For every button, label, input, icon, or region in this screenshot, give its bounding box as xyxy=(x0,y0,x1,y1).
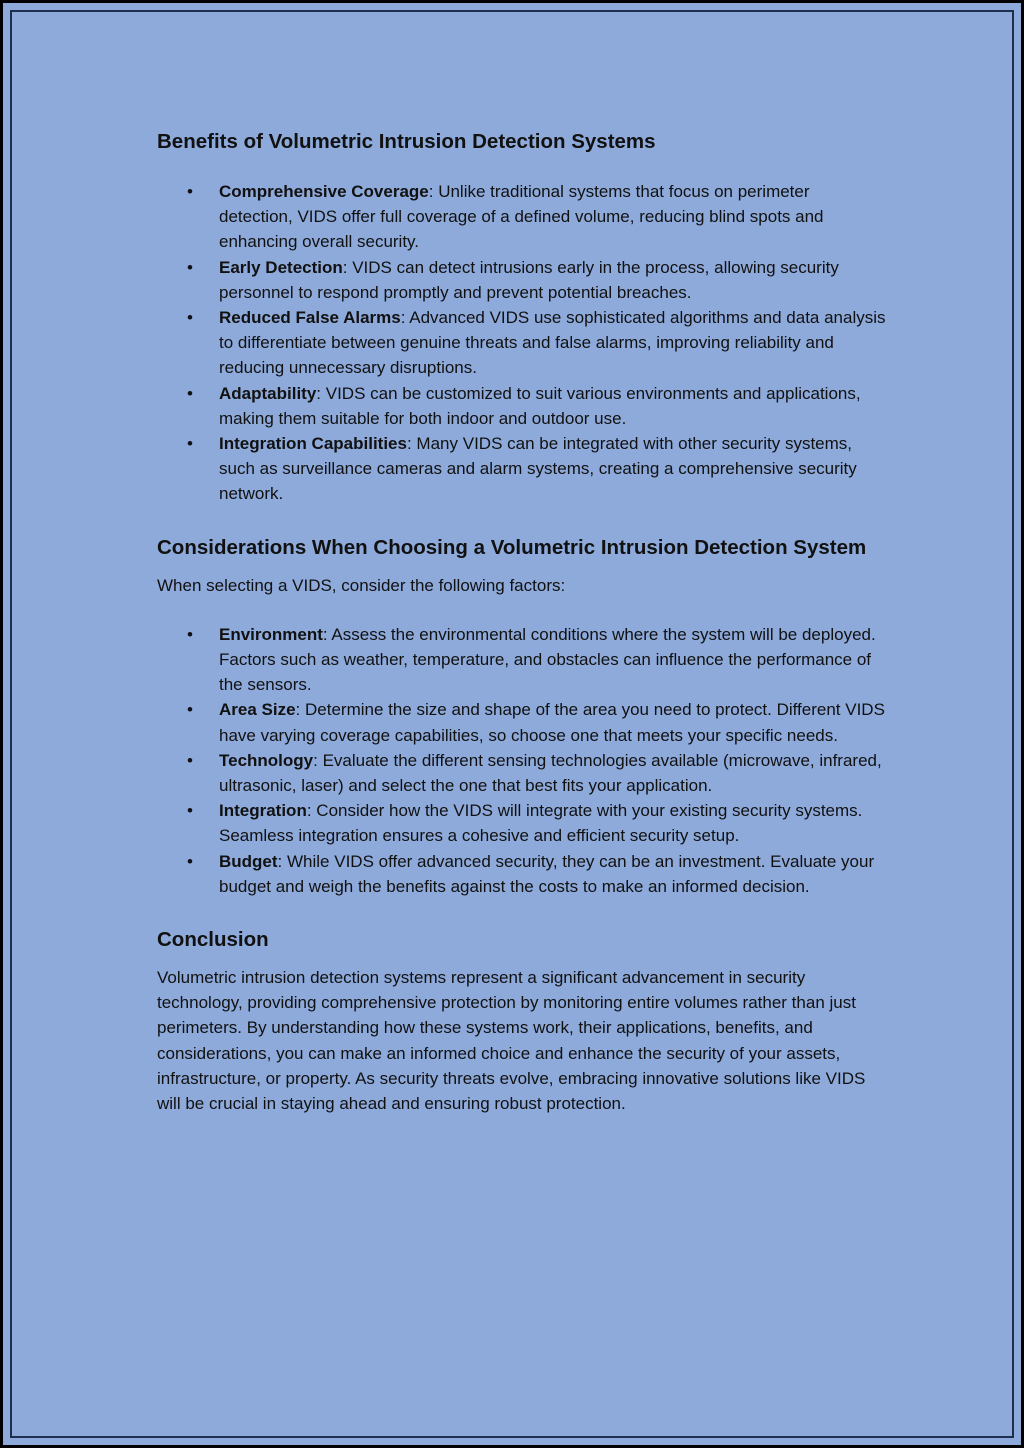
considerations-intro: When selecting a VIDS, consider the following factors: xyxy=(157,575,566,595)
conclusion-paragraph: Volumetric intrusion detection systems represent a significant advancement in security technology, providing comprehensive protection by monitoring entire volumes rather than just perimeters. By understanding how these systems work, their applications, benefits, and considerations, you can make an informed choice and enhance the security of your assets, infrastructure, or property. As security threats evolve, embracing innovative solutions like VIDS will be crucial in staying ahead and ensuring robust protection. xyxy=(157,968,866,1114)
list-item-text: : While VIDS offer advanced security, they can be an investment. Evaluate your budget and weigh the benefits against the costs to make an informed decision. xyxy=(219,851,875,896)
bullet-icon: • xyxy=(187,383,193,403)
list-item-term: Early Detection xyxy=(219,257,343,277)
list-item-text: : Evaluate the different sensing technologies available (microwave, infrared, ultrasonic, laser) and select the one that best fits your application. xyxy=(219,750,882,796)
bullet-icon: • xyxy=(187,851,193,871)
list-item-text: : VIDS can be customized to suit various environments and applications, making them suitable for both indoor and outdoor use. xyxy=(219,383,861,428)
document-content xyxy=(157,127,887,1116)
list-item xyxy=(157,798,887,848)
list-item-term: Integration xyxy=(219,801,307,821)
list-item-text: : VIDS can detect intrusions early in the process, allowing security personnel to respond promptly and prevent potential breaches. xyxy=(219,257,839,302)
conclusion-heading: Conclusion xyxy=(157,928,269,952)
considerations-heading: Considerations When Choosing a Volumetric Intrusion Detection System xyxy=(157,535,867,559)
list-item-text: : Consider how the VIDS will integrate with your existing security systems. Seamless integration ensures a cohesive and efficient security setup. xyxy=(219,801,863,846)
list-item-text: : Advanced VIDS use sophisticated algorithms and data analysis to differentiate between genuine threats and false alarms, improving reliability and reducing unnecessary disruptions. xyxy=(219,308,886,378)
bullet-icon: • xyxy=(187,624,193,644)
list-item-term: Environment xyxy=(219,624,323,644)
list-item-term: Area Size xyxy=(219,700,296,720)
list-item xyxy=(157,748,887,798)
list-item-term: Budget xyxy=(219,851,278,871)
list-item-term: Technology xyxy=(219,750,314,770)
bullet-icon: • xyxy=(187,801,193,821)
list-item-term: Reduced False Alarms xyxy=(219,308,401,328)
list-item-term: Comprehensive Coverage xyxy=(219,182,429,201)
bullet-icon: • xyxy=(187,434,193,454)
list-item xyxy=(157,179,887,255)
bullet-icon: • xyxy=(187,750,193,770)
list-item-text: : Determine the size and shape of the area you need to protect. Different VIDS have varying coverage capabilities, so choose one that meets your specific needs. xyxy=(219,700,885,745)
list-item xyxy=(157,622,887,698)
list-item xyxy=(157,305,887,381)
benefits-list xyxy=(157,179,887,507)
considerations-list xyxy=(157,622,887,899)
list-item-text: : Unlike traditional systems that focus on perimeter detection, VIDS offer full coverage of a defined volume, reducing blind spots and enhancing overall security. xyxy=(219,182,824,252)
list-item xyxy=(157,431,887,507)
bullet-icon: • xyxy=(187,182,193,201)
bullet-icon: • xyxy=(187,700,193,720)
list-item-term: Adaptability xyxy=(219,383,317,403)
list-item xyxy=(157,697,887,747)
list-item xyxy=(157,255,887,305)
list-item-term: Integration Capabilities xyxy=(219,434,407,454)
list-item xyxy=(157,381,887,431)
list-item xyxy=(157,849,887,899)
bullet-icon: • xyxy=(187,257,193,277)
bullet-icon: • xyxy=(187,308,193,328)
benefits-heading: Benefits of Volumetric Intrusion Detection Systems xyxy=(157,130,656,153)
list-item-text: : Many VIDS can be integrated with other security systems, such as surveillance cameras and alarm systems, creating a comprehensive security network. xyxy=(219,434,857,504)
list-item-text: : Assess the environmental conditions where the system will be deployed. Factors such as weather, temperature, and obstacles can influence the performance of the sensors. xyxy=(219,624,876,695)
